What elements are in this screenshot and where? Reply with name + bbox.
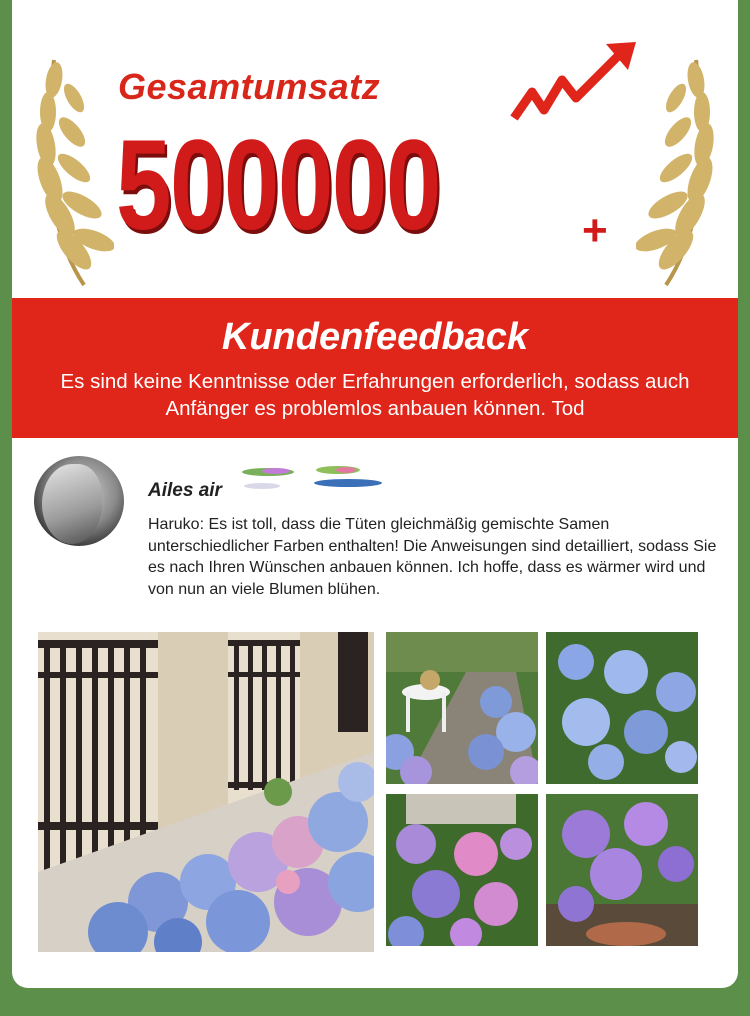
- garden-photo-pink: [386, 794, 538, 946]
- total-sales-plus: +: [582, 206, 608, 255]
- hydrangea-fence-photo: [38, 632, 374, 952]
- feedback-banner: [12, 298, 738, 438]
- garden-photo-table: [386, 632, 538, 784]
- feedback-subtitle: Es sind keine Kenntnisse oder Erfahrungen erforderlich, sodass auch Anfänger es problemlos anbauen können. Tod: [60, 370, 690, 420]
- total-sales-title: Gesamtumsatz: [118, 66, 381, 107]
- feedback-title: Kundenfeedback: [221, 316, 529, 358]
- product-card: [12, 0, 738, 988]
- sales-header: [12, 0, 738, 298]
- laurel-right-icon: [636, 40, 736, 290]
- review-text: Haruko: Es ist toll, dass die Tüten gleichmäßig gemischte Samen unterschiedlicher Farben enthalten! Die Anweisungen sind detailliert, sodass Sie es nach Ihren Wünschen anbauen können. Ich hoffe, dass es wärmer wird und von nun an viele Blumen blühen.: [148, 516, 717, 598]
- trend-arrow-icon: [510, 40, 640, 140]
- total-sales-number: 500000: [116, 114, 440, 257]
- avatar: [34, 456, 124, 546]
- laurel-left-icon: [14, 40, 114, 290]
- garden-photo-blue: [546, 632, 698, 784]
- reviewer-name: Ailes air: [148, 480, 222, 501]
- flower-decoration-icon: [238, 464, 388, 492]
- garden-photo-purple: [546, 794, 698, 946]
